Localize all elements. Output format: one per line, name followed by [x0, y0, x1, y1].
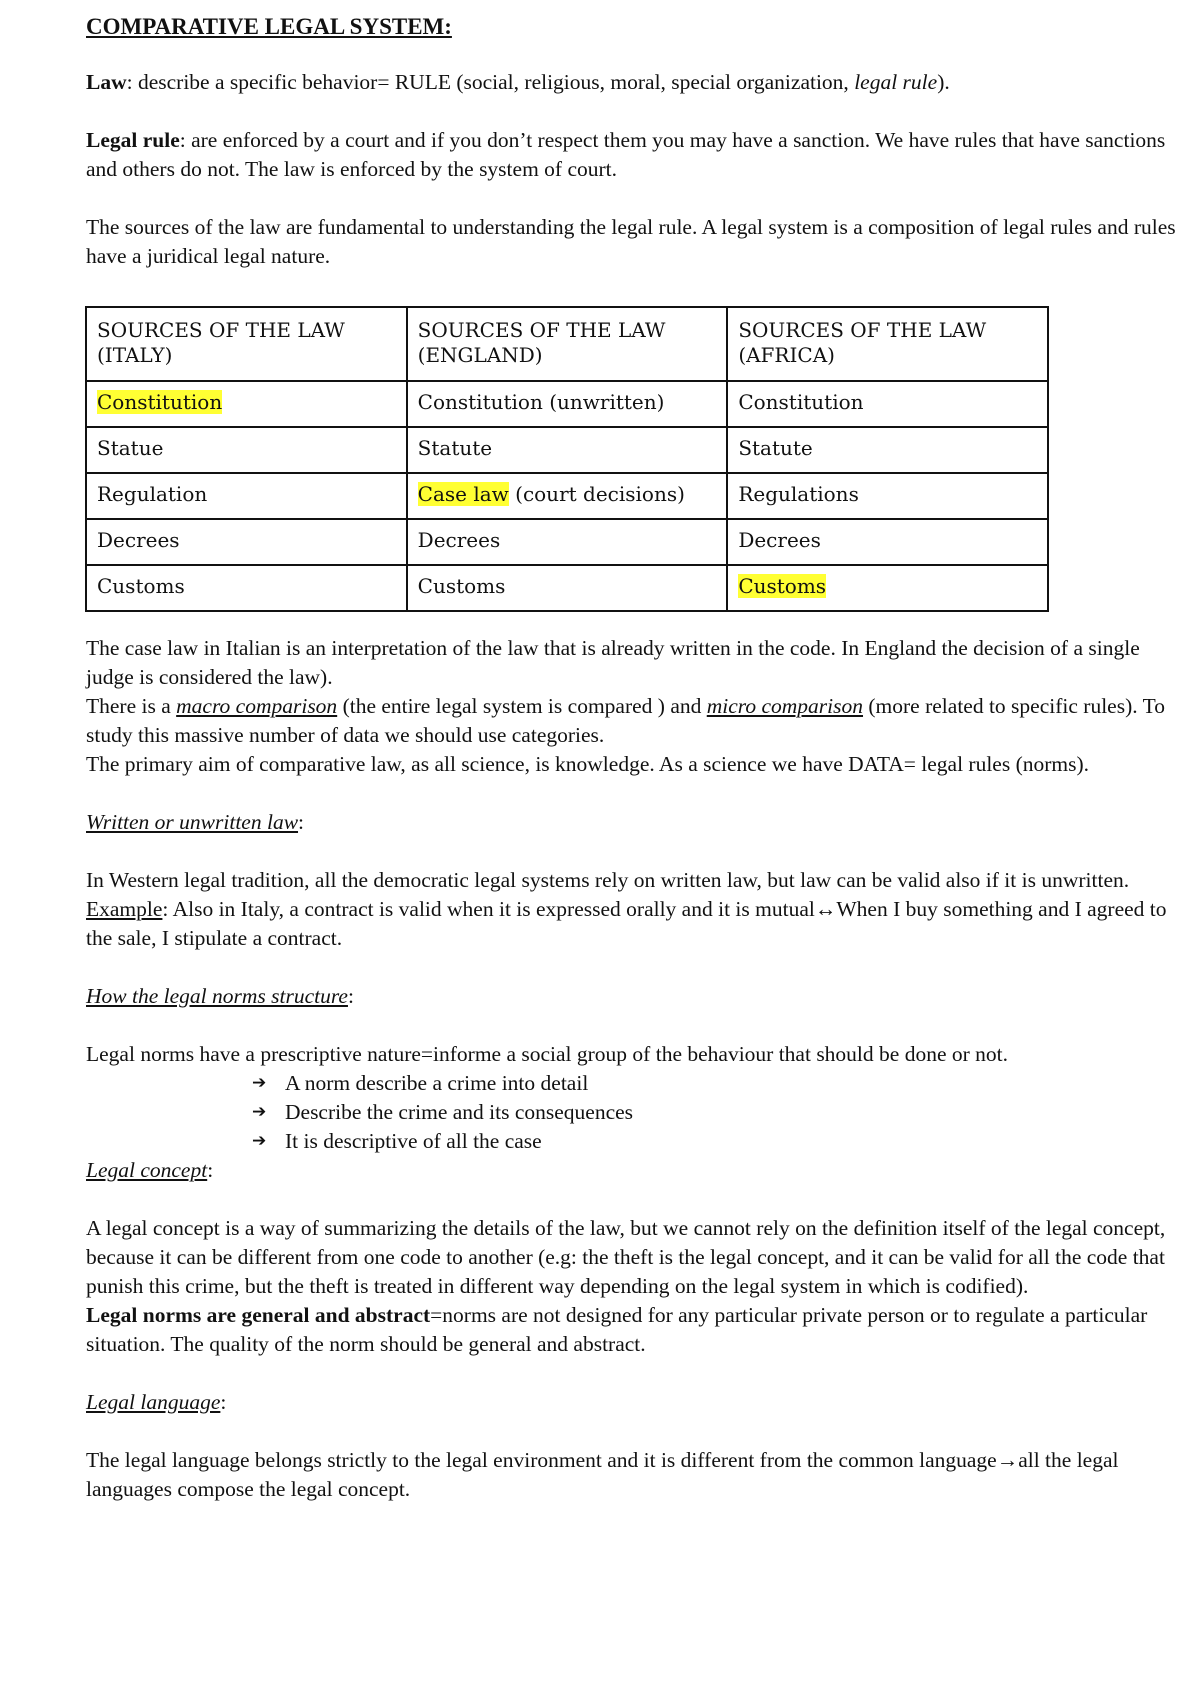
header-italy: SOURCES OF THE LAW (ITALY): [86, 307, 407, 381]
general-abstract-paragraph: [86, 1301, 1186, 1359]
arrow-right-icon: ➔: [252, 1102, 267, 1122]
written-law-heading-line: [86, 808, 1186, 837]
list-item-text: It is descriptive of all the case: [285, 1129, 542, 1153]
comparison-text: (more related to specific rules). To study this massive number of data we should use categories.: [86, 694, 1165, 747]
norms-bullet-list: [252, 1069, 1186, 1156]
table-row: [86, 427, 1048, 473]
written-law-paragraph: [86, 866, 1186, 953]
norms-structure-heading: How the legal norms structure: [86, 984, 348, 1008]
case-law-paragraph: The case law in Italian is an interpretation of the law that is already written in the code. In England the decision of a single judge is considered the law).: [86, 636, 1140, 689]
law-italic: legal rule: [854, 70, 938, 94]
table-cell: Constitution (unwritten): [407, 381, 728, 427]
comparison-paragraph: [86, 692, 1186, 750]
heading-colon: :: [298, 810, 305, 834]
list-item-text: Describe the crime and its consequences: [285, 1100, 634, 1124]
table-cell: Statute: [727, 427, 1048, 473]
table-header-row: [86, 307, 1048, 381]
heading-colon: :: [220, 1390, 227, 1414]
legal-language-heading: Legal language: [86, 1390, 221, 1414]
legal-concept-heading: Legal concept: [86, 1158, 208, 1182]
table-cell: [727, 565, 1048, 611]
written-law-heading: Written or unwritten law: [86, 810, 299, 834]
primary-aim-paragraph: The primary aim of comparative law, as all science, is knowledge. As a science we have DATA= legal rules (norms).: [86, 752, 1090, 776]
table-cell: [407, 473, 728, 519]
law-definition: [86, 68, 1186, 97]
general-abstract-term: Legal norms are general and abstract: [86, 1303, 431, 1327]
sources-intro: The sources of the law are fundamental to understanding the legal rule. A legal system is a composition of legal rules and rules have a juridical legal nature.: [86, 215, 1176, 268]
sources-table: [85, 306, 1049, 612]
arrow-right-icon: ➔: [252, 1131, 267, 1151]
table-cell: [86, 381, 407, 427]
law-term: Law: [86, 70, 127, 94]
table-cell: Decrees: [727, 519, 1048, 565]
table-cell: Decrees: [86, 519, 407, 565]
heading-colon: :: [207, 1158, 214, 1182]
example-text: : Also in Italy, a contract is valid when it is expressed orally and it is mutual↔When I buy something and I agreed to the sale, I stipulate a contract.: [86, 897, 1167, 950]
table-row: [86, 565, 1048, 611]
table-row: [86, 473, 1048, 519]
list-item: [252, 1069, 1186, 1098]
case-law-note: (court decisions): [508, 482, 685, 506]
highlighted-text: Constitution: [97, 390, 223, 414]
table-cell: Customs: [86, 565, 407, 611]
comparison-text: (the entire legal system is compared ) and: [337, 694, 707, 718]
table-cell: Customs: [407, 565, 728, 611]
table-cell: Constitution: [727, 381, 1048, 427]
legal-language-heading-line: [86, 1388, 1186, 1417]
macro-comparison-term: macro comparison: [176, 694, 338, 718]
legal-rule-text: : are enforced by a court and if you don’t respect them you may have a sanction. We have rules that have sanctions and others do not. The law is enforced by the system of court.: [86, 128, 1166, 181]
arrow-right-icon: ➔: [252, 1073, 267, 1093]
table-row: [86, 519, 1048, 565]
table-cell: Statute: [407, 427, 728, 473]
table-cell: Decrees: [407, 519, 728, 565]
header-africa: SOURCES OF THE LAW (AFRICA): [727, 307, 1048, 381]
document-page: [86, 12, 1186, 1504]
highlighted-text: Customs: [738, 574, 827, 598]
legal-concept-paragraph: A legal concept is a way of summarizing the details of the law, but we cannot rely on the definition itself of the legal concept, because it can be different from one code to another (e.g: the theft is the legal concept, and it can be valid for all the code that punish this crime, but the theft is treated in different way depending on the legal system in which is codified).: [86, 1216, 1166, 1298]
micro-comparison-term: micro comparison: [706, 694, 864, 718]
table-cell: Regulations: [727, 473, 1048, 519]
table-cell: Statue: [86, 427, 407, 473]
list-item: [252, 1127, 1186, 1156]
comparison-text: There is a: [86, 694, 177, 718]
law-text-end: ).: [937, 70, 950, 94]
legal-language-paragraph: The legal language belongs strictly to the legal environment and it is different from the common language→all the legal languages compose the legal concept.: [86, 1448, 1119, 1501]
legal-rule-definition: [86, 126, 1186, 184]
legal-rule-term: Legal rule: [86, 128, 180, 152]
table-cell: Regulation: [86, 473, 407, 519]
law-text: : describe a specific behavior= RULE (social, religious, moral, special organization,: [126, 70, 855, 94]
norms-structure-paragraph: Legal norms have a prescriptive nature=informe a social group of the behaviour that should be done or not.: [86, 1042, 1009, 1066]
header-england: SOURCES OF THE LAW (ENGLAND): [407, 307, 728, 381]
heading-colon: :: [347, 984, 354, 1008]
list-item-text: A norm describe a crime into detail: [285, 1071, 589, 1095]
legal-concept-heading-line: [86, 1156, 1186, 1185]
list-item: [252, 1098, 1186, 1127]
written-law-text: In Western legal tradition, all the democratic legal systems rely on written law, but law can be valid also if it is unwritten.: [86, 868, 1130, 892]
page-title: COMPARATIVE LEGAL SYSTEM:: [86, 14, 452, 39]
table-row: [86, 381, 1048, 427]
example-label: Example: [86, 897, 163, 921]
highlighted-text: Case law: [417, 482, 509, 506]
general-abstract-text: =norms are not designed for any particular private person or to regulate a particular situation. The quality of the norm should be general and abstract.: [86, 1303, 1148, 1356]
norms-structure-heading-line: [86, 982, 1186, 1011]
